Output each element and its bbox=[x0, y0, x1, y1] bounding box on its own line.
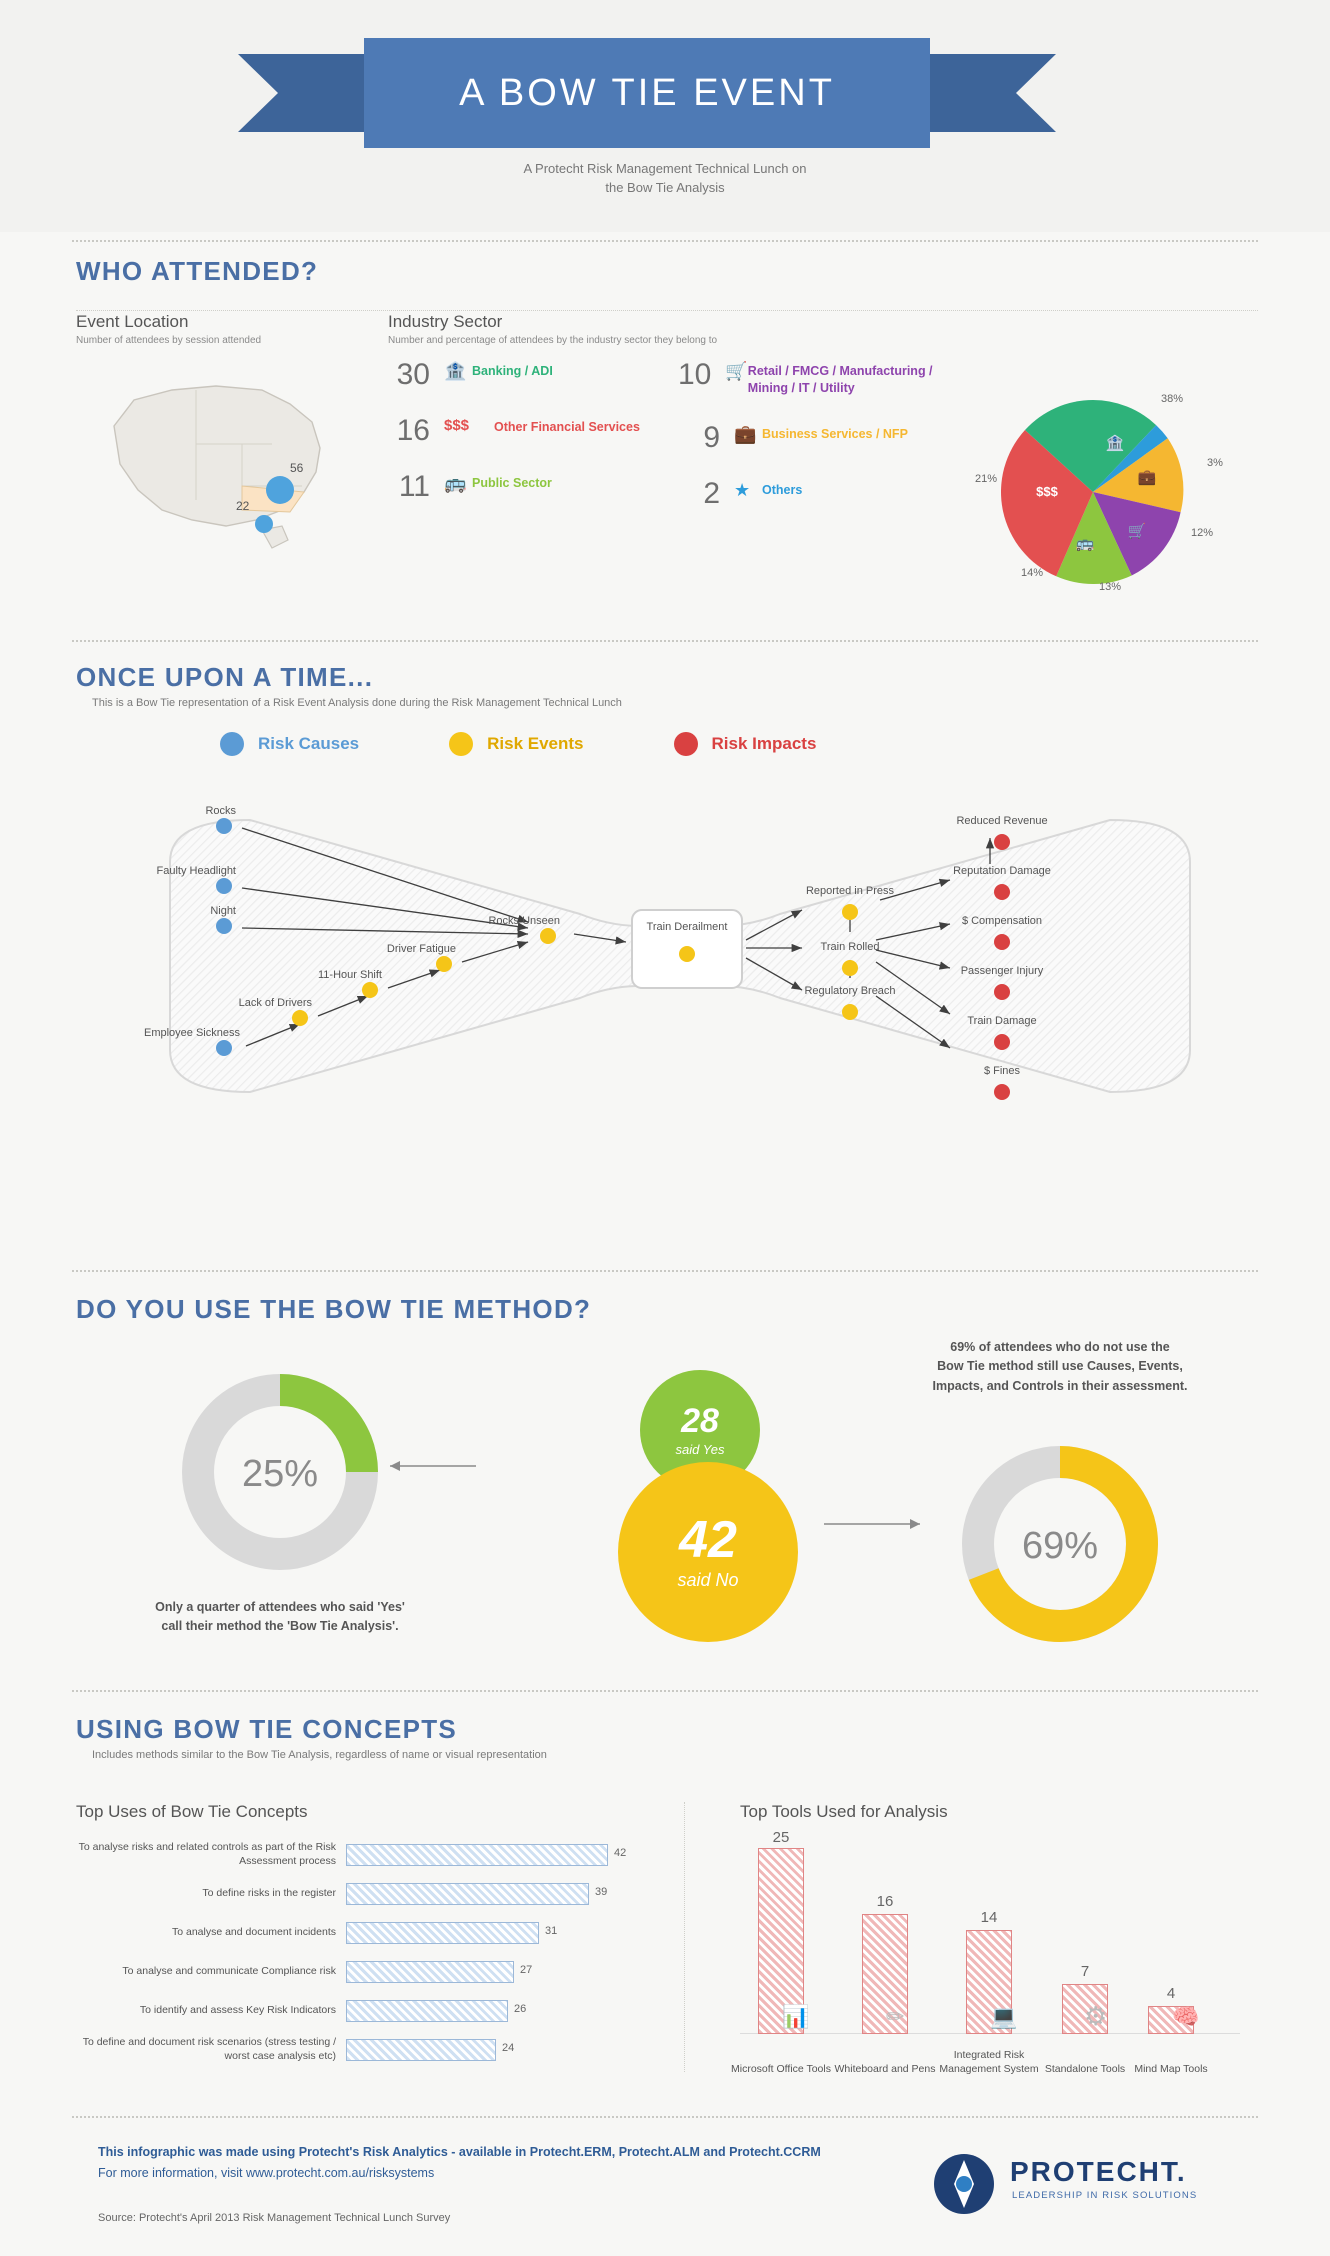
bar-track bbox=[346, 1922, 636, 1944]
cause-label-lack-of-drivers: Lack of Drivers bbox=[238, 997, 312, 1009]
cause-dot-night bbox=[216, 918, 232, 934]
event-dot-train-rolled bbox=[842, 960, 858, 976]
sector-item bbox=[678, 476, 968, 510]
sector-grid bbox=[388, 360, 978, 535]
event-dot-11-hour-shift bbox=[362, 982, 378, 998]
sector-count: 30 bbox=[396, 358, 430, 391]
sector-label: Banking / ADI bbox=[472, 364, 553, 378]
column-label: Mind Map Tools bbox=[1134, 2062, 1208, 2075]
sector-label: Other Financial Services bbox=[494, 420, 640, 434]
page-subtitle bbox=[0, 160, 1330, 198]
pie-label-13: 13% bbox=[1099, 581, 1122, 593]
right-donut-value: 69% bbox=[1021, 1525, 1099, 1567]
footer-line-1: This infographic was made using Protecht's Risk Analytics - available in Protecht.ERM, Protecht.ALM and Protecht.CCRM bbox=[98, 2145, 821, 2159]
once-heading: ONCE UPON A TIME... This is a Bow Tie representation of a Risk Event Analysis done during the Risk Management Technical Lunch bbox=[76, 662, 622, 709]
who-attended-rule bbox=[76, 310, 1258, 311]
column-value: 16 bbox=[876, 1893, 894, 1910]
cause-dot-faulty-headlight bbox=[216, 878, 232, 894]
bar-track bbox=[346, 1961, 636, 1983]
impact-dot-compensation bbox=[994, 934, 1010, 950]
section-do-you-use bbox=[0, 1262, 1330, 1682]
event-dot-lack-of-drivers bbox=[292, 1010, 308, 1026]
impact-dot-reduced-revenue bbox=[994, 834, 1010, 850]
footer bbox=[0, 2112, 1330, 2256]
impact-label-fines: $ Fines bbox=[983, 1065, 1021, 1077]
map-marker-label-1: 56 bbox=[290, 461, 304, 475]
pie-label-21: 21% bbox=[975, 473, 998, 485]
cause-dot-rocks bbox=[216, 818, 232, 834]
top-tools-column-chart bbox=[731, 1829, 1260, 2092]
left-caption-line-2: call their method the 'Bow Tie Analysis'. bbox=[161, 1619, 399, 1634]
bar-fill bbox=[346, 1883, 589, 1905]
bar-label: To identify and assess Key Risk Indicators bbox=[139, 2004, 336, 2017]
bar-value: 26 bbox=[514, 2003, 527, 2015]
logo-tagline: LEADERSHIP IN RISK SOLUTIONS bbox=[1012, 2190, 1198, 2201]
legend-item-risk-events bbox=[449, 732, 583, 756]
event-dot-regulatory-breach bbox=[842, 1004, 858, 1020]
industry-sector-label: Industry Sector bbox=[388, 312, 503, 331]
sector-label: Others bbox=[762, 482, 803, 497]
bar-track bbox=[346, 2039, 636, 2061]
impact-dot-train-damage bbox=[994, 1034, 1010, 1050]
column-label: Standalone Tools bbox=[1044, 2062, 1126, 2075]
sector-count: 9 bbox=[703, 420, 720, 454]
right-caption-line-1: 69% of attendees who do not use the bbox=[950, 1340, 1170, 1354]
pie-icon-bus: 🚌 bbox=[1075, 535, 1095, 552]
left-donut-chart bbox=[170, 1362, 390, 1582]
bar-value: 39 bbox=[595, 1886, 608, 1898]
sector-count: 10 bbox=[678, 358, 712, 391]
brain-icon: 🧠 bbox=[1172, 2004, 1200, 2029]
pie-label-14: 14% bbox=[1021, 567, 1044, 579]
spreadsheet-icon: 📊 bbox=[782, 2004, 810, 2029]
legend-label-causes: Risk Causes bbox=[258, 734, 360, 753]
bar-row bbox=[76, 1959, 636, 1985]
cause-dot-employee-sickness bbox=[216, 1040, 232, 1056]
impact-label-passenger-injury: Passenger Injury bbox=[960, 965, 1044, 977]
industry-sector-sub: Number and percentage of attendees by the industry sector they belong to bbox=[388, 335, 718, 346]
sector-count: 11 bbox=[398, 470, 430, 503]
footer-divider bbox=[72, 2116, 1258, 2118]
map-marker-large bbox=[266, 476, 294, 504]
bowtie-diagram bbox=[144, 782, 1210, 1242]
bar-label: To analyse risks and related controls as part of the Risk Assessment process bbox=[78, 1841, 336, 1867]
map-marker-small bbox=[255, 515, 273, 533]
pie-icon-briefcase: 💼 bbox=[1137, 469, 1157, 486]
bar-fill bbox=[346, 2000, 508, 2022]
bar-fill bbox=[346, 1922, 539, 1944]
sector-item bbox=[388, 360, 678, 390]
footer-text bbox=[98, 2142, 821, 2185]
protecht-logo bbox=[930, 2150, 1260, 2220]
logo-name: PROTECHT. bbox=[1010, 2156, 1187, 2187]
yes-bubble-number: 28 bbox=[681, 1401, 719, 1440]
arrow-to-left-donut bbox=[380, 1454, 480, 1478]
impact-dot-passenger-injury bbox=[994, 984, 1010, 1000]
bar-fill bbox=[346, 1961, 514, 1983]
subtitle-line-1: A Protecht Risk Management Technical Lunch on bbox=[523, 161, 807, 176]
impact-label-train-damage: Train Damage bbox=[967, 1015, 1037, 1027]
section-using-concepts bbox=[0, 1682, 1330, 2112]
bowtie-legend bbox=[220, 732, 816, 756]
legend-item-risk-impacts bbox=[674, 732, 817, 756]
sector-count: 16 bbox=[396, 414, 430, 447]
pie-label-38: 38% bbox=[1161, 393, 1184, 405]
left-donut-caption bbox=[120, 1598, 440, 1637]
column-value: 25 bbox=[772, 1829, 790, 1846]
legend-dot-causes bbox=[220, 732, 244, 756]
pie-icon-bank: 🏦 bbox=[1105, 435, 1125, 452]
top-tools-heading: Top Tools Used for Analysis bbox=[740, 1802, 948, 1821]
bar-row bbox=[76, 1920, 636, 1946]
bank-icon: 🏦 bbox=[444, 361, 467, 381]
impact-label-reputation-damage: Reputation Damage bbox=[953, 865, 1051, 877]
event-label-reported-in-press: Reported in Press bbox=[805, 885, 895, 897]
section-divider-top bbox=[72, 1270, 1258, 1272]
legend-label-events: Risk Events bbox=[487, 734, 584, 753]
bar-row bbox=[76, 1842, 636, 1868]
bus-icon: 🚌 bbox=[444, 473, 467, 493]
right-donut-chart bbox=[950, 1434, 1170, 1654]
map-marker-label-2: 22 bbox=[236, 499, 250, 513]
dollar-icon: $$$ bbox=[444, 417, 470, 434]
pie-icon-cart: 🛒 bbox=[1127, 523, 1147, 540]
column-value: 14 bbox=[980, 1909, 998, 1926]
sector-label: Public Sector bbox=[472, 476, 552, 490]
once-sub: This is a Bow Tie representation of a Risk Event Analysis done during the Risk Management Technical Lunch bbox=[92, 697, 622, 709]
event-location-sub: Number of attendees by session attended bbox=[76, 335, 262, 346]
column-label: Integrated Risk Management System bbox=[939, 2048, 1039, 2075]
subtitle-line-2: the Bow Tie Analysis bbox=[605, 179, 725, 195]
bar-track bbox=[346, 1844, 636, 1866]
no-bubble-number: 42 bbox=[679, 1510, 737, 1569]
system-icon: 💻 bbox=[990, 2004, 1018, 2029]
footer-source: Source: Protecht's April 2013 Risk Management Technical Lunch Survey bbox=[98, 2212, 451, 2224]
event-dot-rocks-unseen bbox=[540, 928, 556, 944]
section-once-upon-a-time bbox=[0, 632, 1330, 1252]
footer-line-2[interactable]: For more information, visit www.protecht.com.au/risksystems bbox=[98, 2166, 435, 2181]
sector-count: 2 bbox=[703, 476, 720, 510]
event-location-label: Event Location bbox=[76, 312, 189, 331]
bar-track bbox=[346, 2000, 636, 2022]
right-caption-line-3: Impacts, and Controls in their assessment. bbox=[932, 1378, 1188, 1393]
title-ribbon bbox=[238, 38, 1056, 148]
cart-icon: 🛒 bbox=[725, 361, 748, 381]
bar-label: To analyse and document incidents bbox=[171, 1926, 336, 1939]
cause-label-night: Night bbox=[210, 905, 236, 917]
cause-label-rocks: Rocks bbox=[205, 805, 236, 817]
section-divider-top bbox=[72, 240, 1258, 242]
sector-item bbox=[678, 420, 968, 454]
bar-value: 27 bbox=[520, 1964, 533, 1976]
arrow-to-right-donut bbox=[820, 1512, 930, 1536]
logo-inner-dot bbox=[956, 2176, 972, 2192]
event-dot-driver-fatigue bbox=[436, 956, 452, 972]
pie-label-12: 12% bbox=[1191, 527, 1214, 539]
bar-value: 31 bbox=[545, 1925, 558, 1937]
column-value: 4 bbox=[1166, 1985, 1176, 2002]
left-donut-value: 25% bbox=[241, 1453, 319, 1495]
event-label-regulatory-breach: Regulatory Breach bbox=[804, 985, 896, 997]
bar-fill bbox=[346, 2039, 496, 2061]
sector-label: Retail / FMCG / Manufacturing / Mining / IT / Utility bbox=[747, 364, 933, 395]
using-concepts-heading: USING BOW TIE CONCEPTS Includes methods similar to the Bow Tie Analysis, regardless of name or visual representation bbox=[76, 1714, 547, 1761]
section-who-attended bbox=[0, 232, 1330, 632]
bar-row bbox=[76, 1881, 636, 1907]
impact-dot-fines bbox=[994, 1084, 1010, 1100]
bar-row bbox=[76, 1998, 636, 2024]
header-band bbox=[0, 0, 1330, 232]
sector-item bbox=[678, 360, 968, 397]
industry-sector-pie-chart bbox=[975, 382, 1225, 612]
impact-dot-reputation-damage bbox=[994, 884, 1010, 900]
briefcase-icon: 💼 bbox=[734, 423, 757, 444]
sector-item bbox=[388, 472, 678, 502]
bar-label: To analyse and communicate Compliance risk bbox=[122, 1965, 336, 1978]
column-label: Microsoft Office Tools bbox=[731, 2062, 831, 2075]
legend-dot-events bbox=[449, 732, 473, 756]
bar-value: 24 bbox=[502, 2042, 515, 2054]
legend-dot-impacts bbox=[674, 732, 698, 756]
top-uses-heading: Top Uses of Bow Tie Concepts bbox=[76, 1802, 308, 1821]
top-uses-bar-chart bbox=[76, 1842, 636, 2076]
center-event-dot bbox=[679, 946, 695, 962]
bar-label: To define and document risk scenarios (stress testing / worst case analysis etc) bbox=[82, 2036, 336, 2062]
industry-sector-block bbox=[388, 312, 948, 346]
who-attended-heading: WHO ATTENDED? bbox=[76, 256, 319, 286]
pencil-icon: ✏ bbox=[886, 2004, 905, 2029]
no-bubble bbox=[618, 1462, 798, 1642]
legend-label-impacts: Risk Impacts bbox=[711, 734, 817, 753]
event-dot-reported-in-press bbox=[842, 904, 858, 920]
bar-row bbox=[76, 2037, 636, 2063]
left-caption-line-1: Only a quarter of attendees who said 'Yes' bbox=[155, 1600, 405, 1614]
right-donut-caption bbox=[870, 1338, 1250, 1396]
section-divider-top bbox=[72, 1690, 1258, 1692]
gear-icon: ⚙ bbox=[1084, 2001, 1108, 2031]
event-label-rocks-unseen: Rocks Unseen bbox=[488, 915, 560, 927]
cause-label-faulty-headlight: Faulty Headlight bbox=[156, 865, 236, 877]
yes-bubble-label: said Yes bbox=[675, 1441, 725, 1457]
star-icon: ★ bbox=[734, 479, 751, 500]
cause-label-driver-fatigue: Driver Fatigue bbox=[386, 943, 456, 955]
page-title: A BOW TIE EVENT bbox=[459, 71, 835, 114]
do-you-use-heading: DO YOU USE THE BOW TIE METHOD? bbox=[76, 1294, 592, 1324]
bar-label: To define risks in the register bbox=[202, 1887, 336, 1900]
sector-label: Business Services / NFP bbox=[762, 426, 908, 441]
pie-label-3: 3% bbox=[1207, 457, 1223, 469]
using-concepts-sub: Includes methods similar to the Bow Tie Analysis, regardless of name or visual representation bbox=[92, 1749, 547, 1761]
event-label-train-rolled: Train Rolled bbox=[820, 941, 880, 953]
charts-divider bbox=[684, 1802, 685, 2072]
cause-label-employee-sickness: Employee Sickness bbox=[144, 1027, 240, 1039]
right-caption-line-2: Bow Tie method still use Causes, Events, bbox=[937, 1359, 1183, 1374]
column-value: 7 bbox=[1080, 1963, 1090, 1980]
column-label: Whiteboard and Pens bbox=[834, 2062, 936, 2075]
sector-item bbox=[388, 416, 678, 446]
center-event-label: Train Derailment bbox=[646, 921, 728, 933]
bar-track bbox=[346, 1883, 636, 1905]
australia-map bbox=[76, 360, 356, 580]
ribbon-main bbox=[364, 38, 930, 148]
section-divider-top bbox=[72, 640, 1258, 642]
bar-fill bbox=[346, 1844, 608, 1866]
legend-item-risk-causes bbox=[220, 732, 359, 756]
impact-label-compensation: $ Compensation bbox=[961, 915, 1043, 927]
impact-label-reduced-revenue: Reduced Revenue bbox=[956, 815, 1048, 827]
cause-label-11-hour-shift: 11-Hour Shift bbox=[318, 969, 382, 981]
bar-value: 42 bbox=[614, 1847, 627, 1859]
no-bubble-label: said No bbox=[677, 1569, 739, 1590]
pie-icon-dollar: $$$ bbox=[1036, 484, 1058, 499]
event-location-block bbox=[76, 312, 356, 346]
